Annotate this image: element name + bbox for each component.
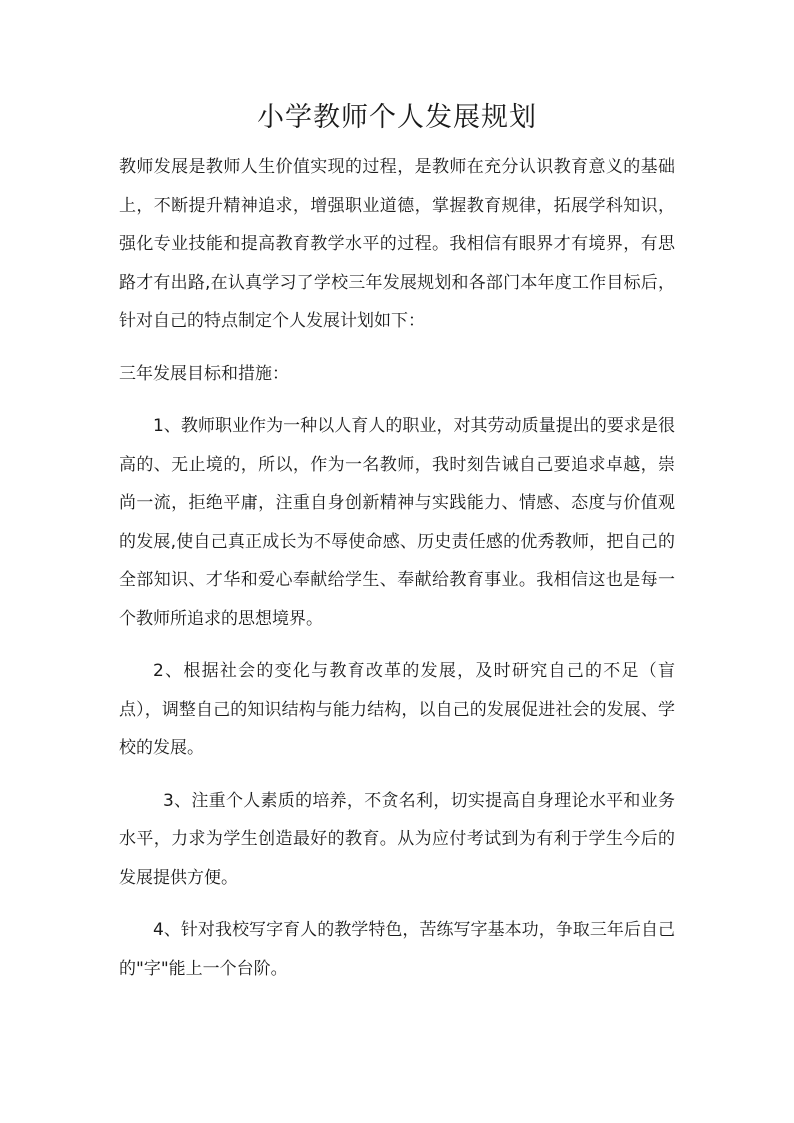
- goal-paragraph-3: 3、注重个人素质的培养，不贪名利，切实提高自身理论水平和业务水平，力求为学生创造最好的教育。从为应付考试到为有利于学生今后的发展提供方便。: [119, 790, 675, 888]
- intro-paragraph: 教师发展是教师人生价值实现的过程，是教师在充分认识教育意义的基础上，不断提升精神追求，增强职业道德，掌握教育规律，拓展学科知识，强化专业技能和提高教育教学水平的过程。我相信有眼界才有境界，有思路才有出路,在认真学习了学校三年发展规划和各部门本年度工作目标后，针对自己的特点制定个人发展计划如下：: [119, 157, 675, 331]
- goal-paragraph-2: 2、根据社会的变化与教育改革的发展，及时研究自己的不足（盲点），调整自己的知识结构与能力结构，以自己的发展促进社会的发展、学校的发展。: [119, 661, 675, 758]
- goal-paragraph-1: 1、教师职业作为一种以人育人的职业，对其劳动质量提出的要求是很高的、无止境的，所以，作为一名教师，我时刻告诫自己要追求卓越，崇尚一流，拒绝平庸，注重自身创新精神与实践能力、情感、态度与价值观的发展,使自己真正成长为不辱使命感、历史责任感的优秀教师，把自己的全部知识、才华和爱心奉献给学生、奉献给教育事业。我相信这也是每一个教师所追求的思想境界。: [119, 416, 675, 629]
- document-title: 小学教师个人发展规划: [257, 102, 537, 133]
- section-heading: 三年发展目标和措施：: [119, 363, 289, 384]
- goal-paragraph-4: 4、针对我校写字育人的教学特色，苦练写字基本功，争取三年后自己的"字"能上一个台阶。: [119, 920, 675, 979]
- document-body: [119, 148, 675, 988]
